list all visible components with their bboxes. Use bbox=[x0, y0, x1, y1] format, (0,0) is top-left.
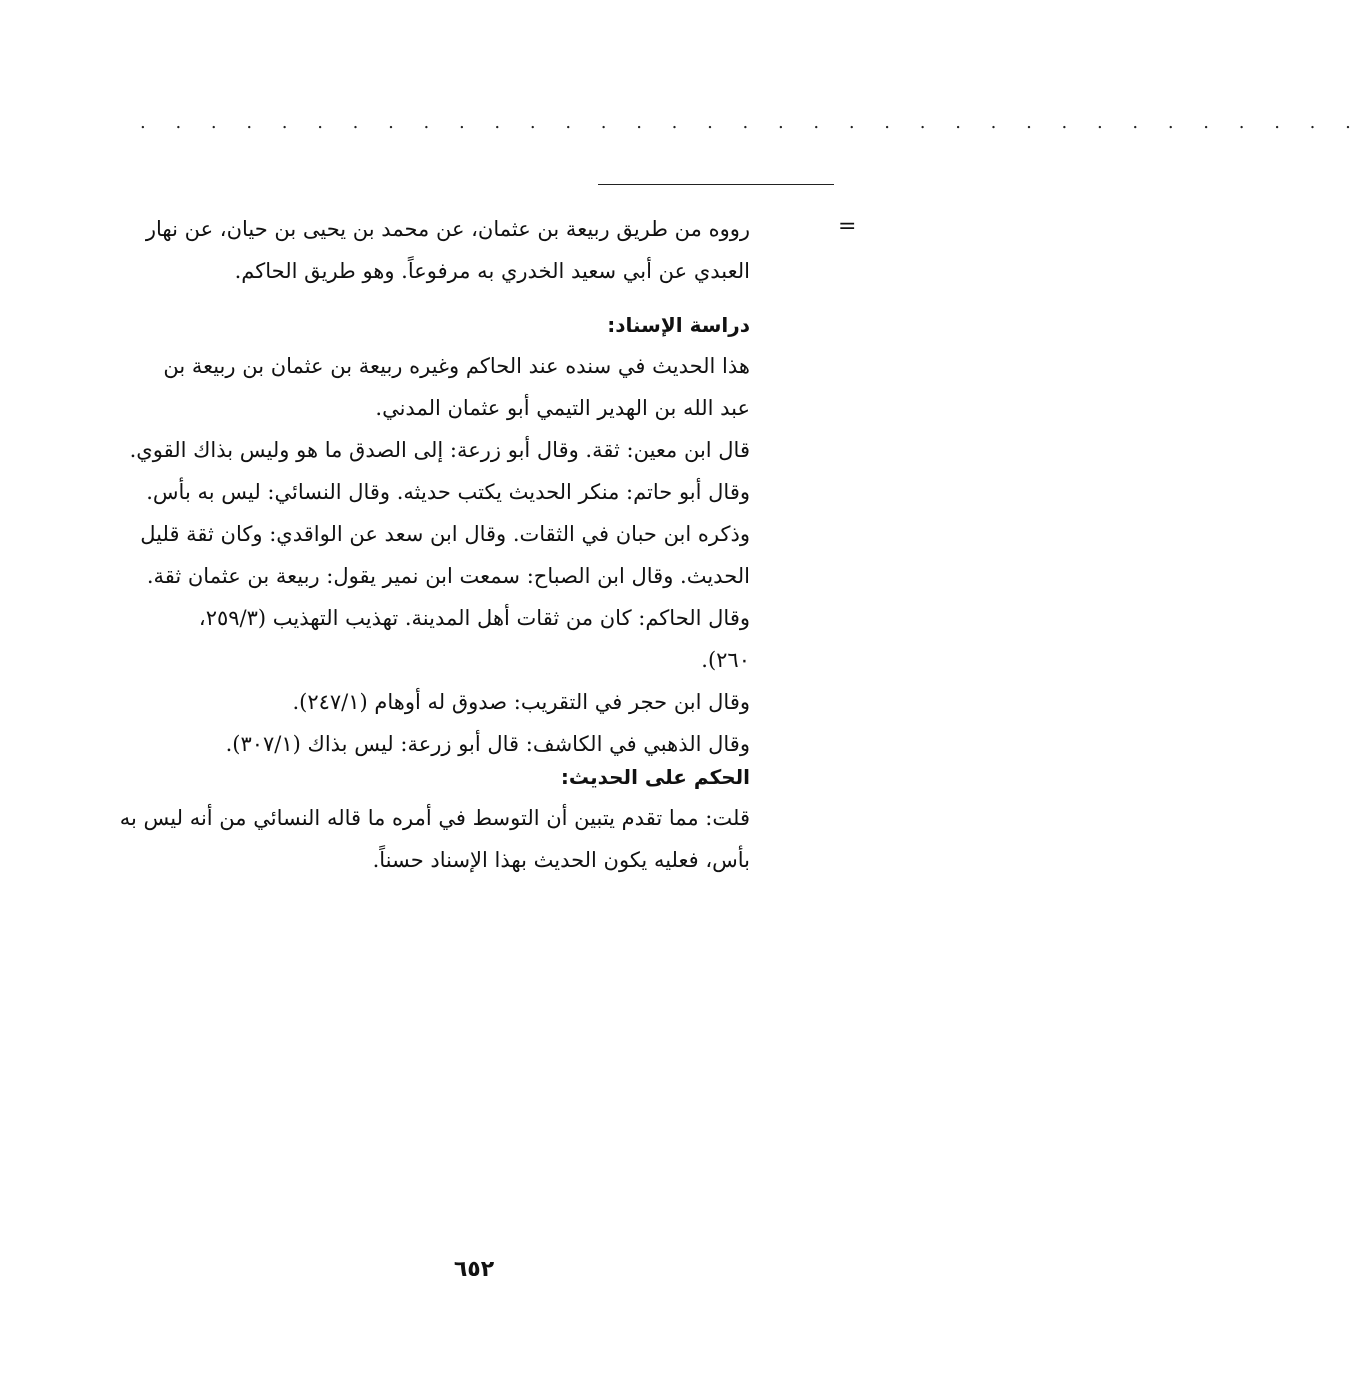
text-line: قلت: مما تقدم يتبين أن التوسط في أمره ما قاله النسائي من أنه ليس به bbox=[119, 806, 750, 830]
isnad-heading: دراسة الإسناد: bbox=[607, 313, 750, 337]
text-line: رووه من طريق ربيعة بن عثمان، عن محمد بن يحيى بن حيان، عن نهار bbox=[145, 217, 750, 241]
separator-dots: . . . . . . . . . . . . . . . . . . . . . . . . . . . . . . . . . . . bbox=[140, 112, 1363, 133]
footnote-rule bbox=[598, 184, 834, 185]
isnad-section bbox=[130, 305, 750, 765]
text-line: هذا الحديث في سنده عند الحاكم وغيره ربيعة بن عثمان بن ربيعة بن bbox=[163, 354, 750, 378]
text-line: بأس، فعليه يكون الحديث بهذا الإسناد حسناً. bbox=[372, 848, 750, 872]
text-line: عبد الله بن الهدير التيمي أبو عثمان المدني. bbox=[375, 396, 750, 420]
hukm-heading: الحكم على الحديث: bbox=[560, 765, 750, 789]
text-line: قال ابن معين: ثقة. وقال أبو زرعة: إلى الصدق ما هو وليس بذاك القوي. bbox=[129, 438, 750, 462]
text-line: ٢٦٠). bbox=[701, 648, 750, 672]
text-line: وقال الذهبي في الكاشف: قال أبو زرعة: ليس بذاك (٣٠٧/١). bbox=[225, 732, 750, 756]
page-number: ٦٥٢ bbox=[453, 1257, 495, 1282]
text-line: العبدي عن أبي سعيد الخدري به مرفوعاً. وهو طريق الحاكم. bbox=[234, 259, 750, 283]
text-line: وقال أبو حاتم: منكر الحديث يكتب حديثه. وقال النسائي: ليس به بأس. bbox=[146, 480, 750, 504]
text-line: الحديث. وقال ابن الصباح: سمعت ابن نمير يقول: ربيعة بن عثمان ثقة. bbox=[146, 564, 750, 588]
footnote-continuation-mark: = bbox=[838, 214, 857, 239]
text-line: وقال الحاكم: كان من ثقات أهل المدينة. تهذيب التهذيب (٢٥٩/٣، bbox=[198, 606, 750, 630]
top-paragraph bbox=[130, 208, 750, 292]
hukm-section bbox=[119, 757, 750, 881]
text-line: وذكره ابن حبان في الثقات. وقال ابن سعد عن الواقدي: وكان ثقة قليل bbox=[140, 522, 750, 546]
text-line: وقال ابن حجر في التقريب: صدوق له أوهام (٢٤٧/١). bbox=[292, 690, 750, 714]
